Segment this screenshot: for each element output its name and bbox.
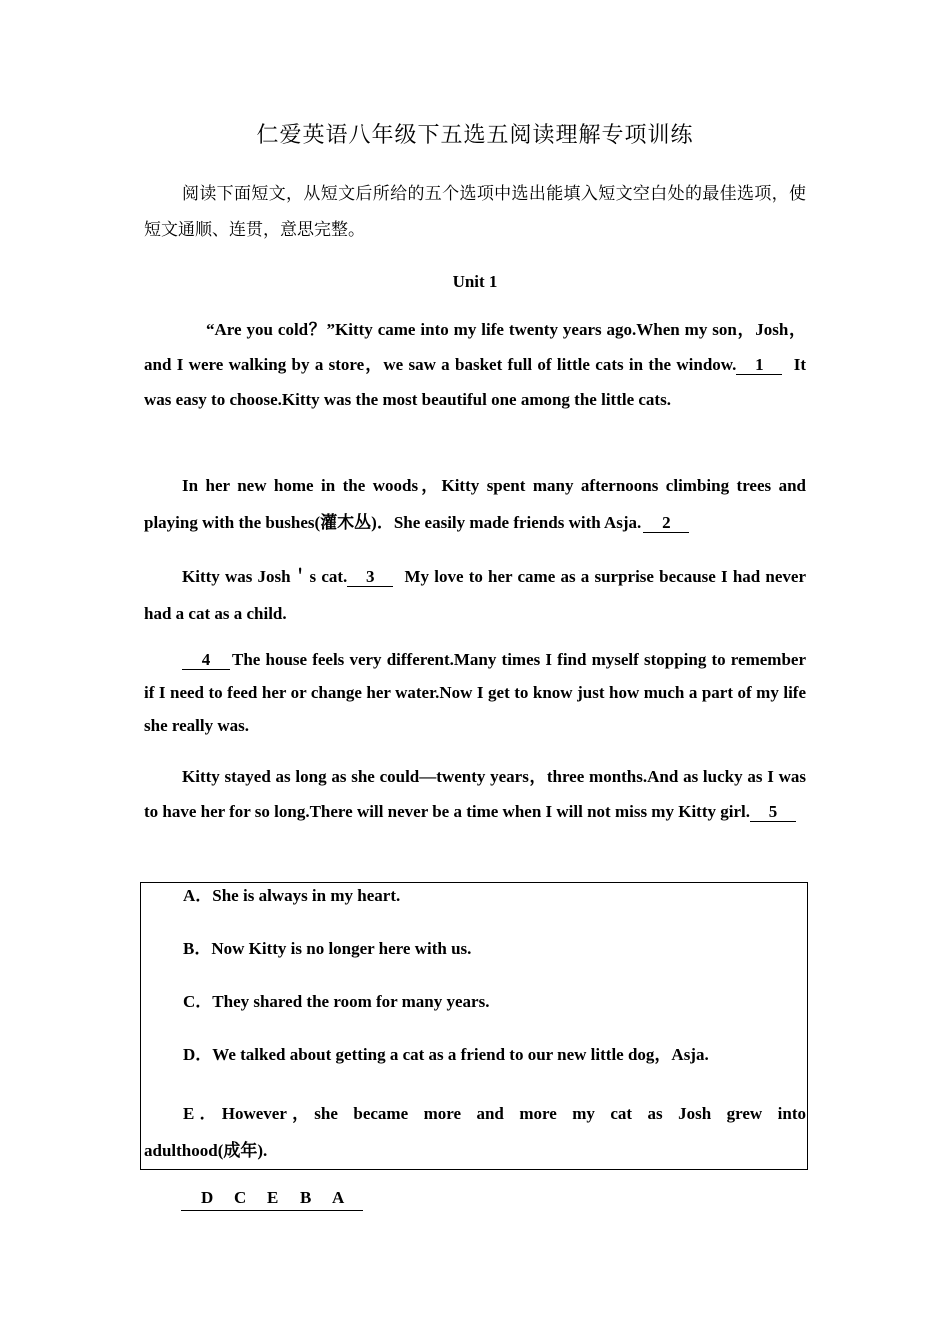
paragraph-4-text-b: The house feels very different.Many times I find myself stopping to remember if I need to feed her or change her water.Now I get to know just how much a part of my life she really was. [144, 650, 806, 735]
option-e [144, 1095, 806, 1169]
option-d: D．We talked about getting a cat as a friend to our new little dog，Asja. [183, 1045, 709, 1064]
unit-heading: Unit 1 [452, 272, 498, 291]
paragraph-4 [144, 643, 806, 742]
answer-1: D [201, 1188, 214, 1207]
options-box [140, 882, 808, 1170]
blank-3: 3 [347, 568, 393, 587]
blank-4: 4 [182, 651, 230, 670]
instructions: 阅读下面短文，从短文后所给的五个选项中选出能填入短文空白处的最佳选项，使短文通顺、连贯，意思完整。 [144, 184, 806, 240]
option-c: C．They shared the room for many years. [183, 992, 490, 1011]
blank-1: 1 [736, 356, 782, 375]
paragraph-5 [144, 759, 806, 829]
answer-3: E [267, 1188, 279, 1207]
blank-2: 2 [643, 514, 689, 533]
paragraph-5-text-a: Kitty stayed as long as she could—twenty years，three months.And as lucky as I was to have her for so long.There will never be a time when I will not miss my Kitty girl. [144, 767, 806, 821]
document-title: 仁爱英语八年级下五选五阅读理解专项训练 [256, 123, 694, 148]
paragraph-2-text-a: In her new home in the woods，Kitty spent many afternoons climbing trees and playing with the bushes(灌木丛)．She easily made friends with Asja. [144, 476, 806, 532]
answer-5: A [332, 1188, 345, 1207]
option-b: B．Now Kitty is no longer here with us. [183, 939, 472, 958]
answer-2: C [234, 1188, 247, 1207]
answer-4: B [300, 1188, 312, 1207]
paragraph-3-text-b: My love to her came as a surprise because I had never had a cat as a child. [144, 567, 807, 623]
option-a: A．She is always in my heart. [183, 886, 401, 905]
option-e-text: E．However，she became more and more my cat as Josh grew into adulthood(成年). [144, 1104, 806, 1160]
paragraph-1 [144, 312, 806, 417]
paragraph-2 [144, 467, 806, 541]
paragraph-1-text-b: It was easy to choose.Kitty was the most beautiful one among the little cats. [144, 355, 806, 409]
paragraph-1-text-a: “Are you cold？”Kitty came into my life twenty years ago.When my son，Josh，and I were walking by a store，we saw a basket full of little cats in the window. [144, 320, 806, 374]
paragraph-3 [144, 558, 806, 632]
answer-key [181, 1188, 363, 1211]
paragraph-3-text-a: Kitty was Josh＇s cat. [182, 567, 348, 586]
blank-5: 5 [750, 803, 796, 822]
